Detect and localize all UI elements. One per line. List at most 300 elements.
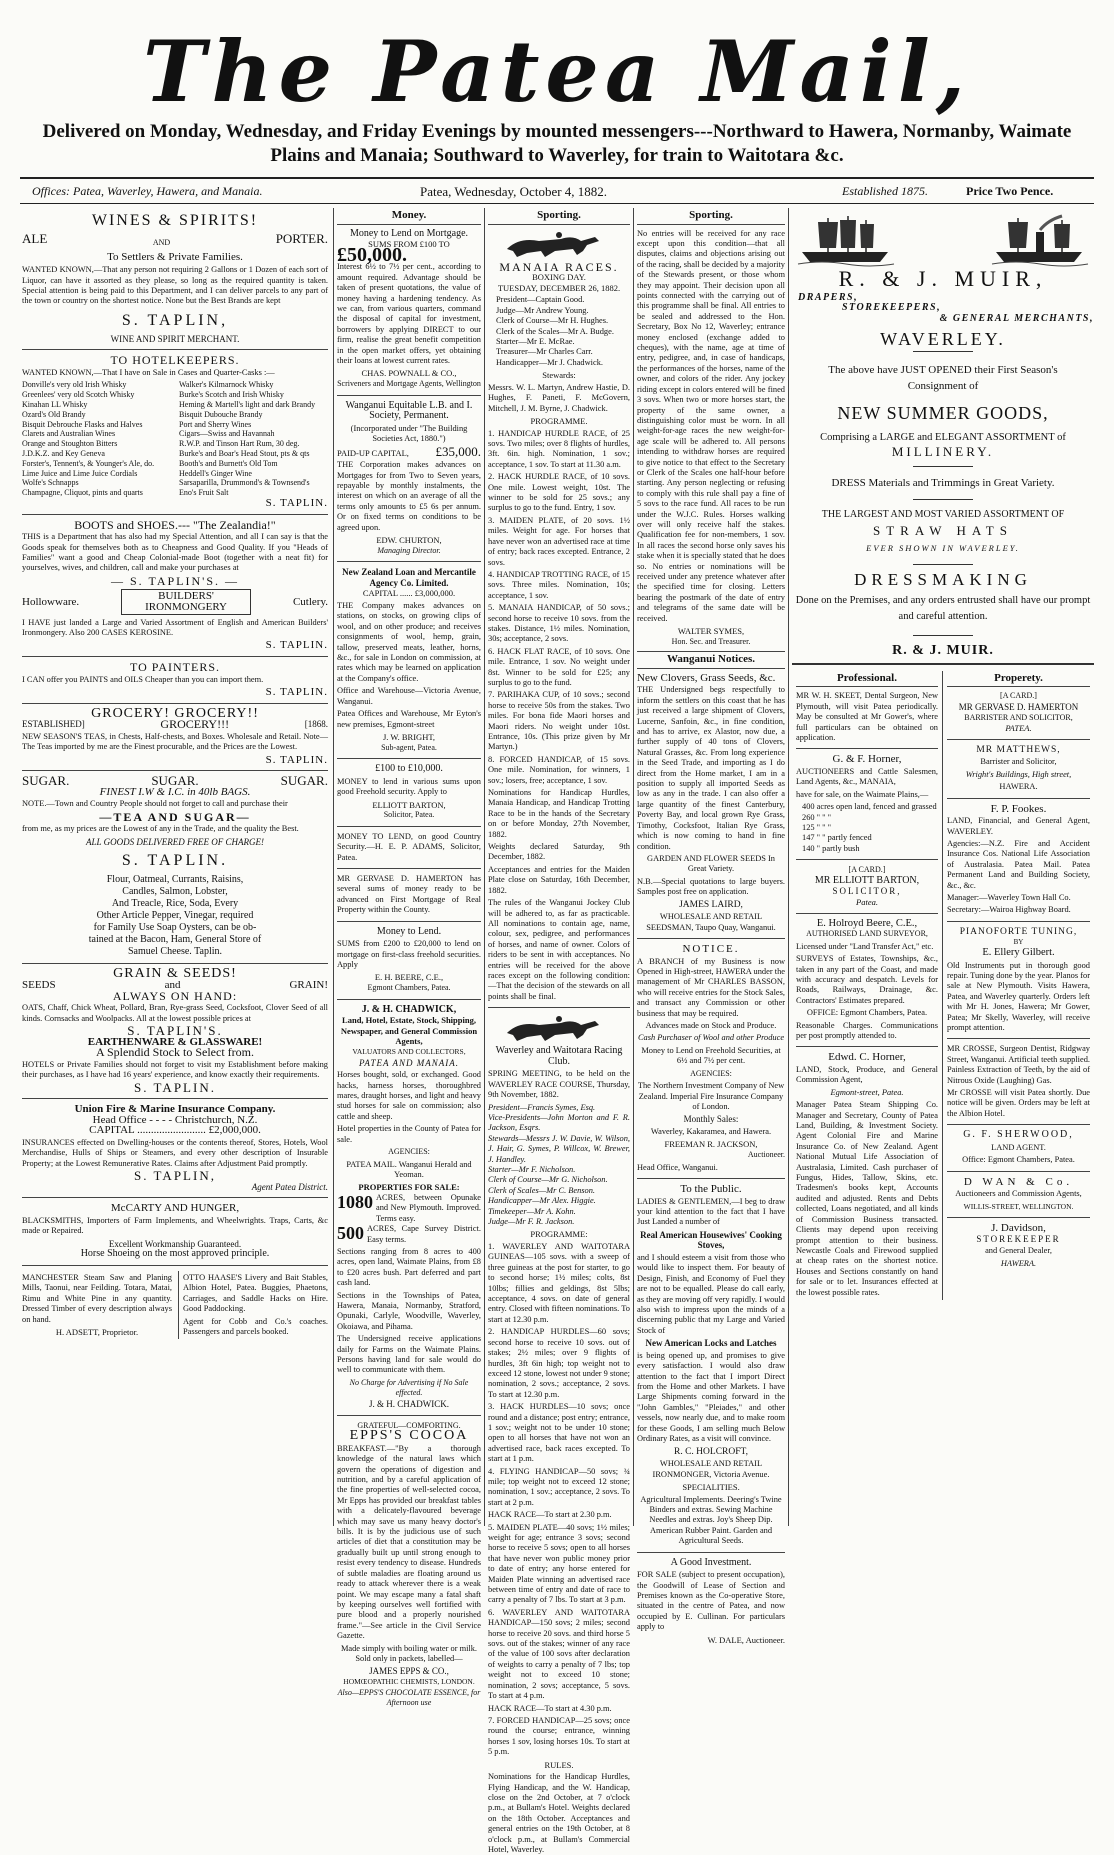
subagent: Sub-agent, Patea. — [381, 742, 437, 752]
separator — [337, 868, 481, 869]
specialities-list: Agricultural Implements. Deering's Twine Binders and extras. Sewing Machine Needles and extras. Joy's Sheep Dip. American Rubber Paint. Garden and Agricultural Seeds. — [640, 1494, 782, 1546]
have-sale: have for sale, on the Waimate Plains,— — [796, 789, 929, 799]
ale-label: ALE — [22, 231, 48, 246]
beere-name: E. Holroyd Beere, C.E., — [816, 917, 918, 929]
column-rule — [484, 208, 485, 1526]
willis-street: WILLIS-STREET, WELLINGTON. — [963, 1201, 1074, 1211]
separator — [947, 1124, 1090, 1125]
race-entry: 2. HACK HURDLE RACE, of 10 sovs. One mile. Lowest weight, 10st. The winner to be sold for 25 sovs.; any surplus to go to the fund. Entry, 1 sov. — [488, 472, 630, 513]
rules-heading: RULES. — [544, 1759, 574, 1770]
issue-date: Patea, Wednesday, October 4, 1882. — [420, 184, 608, 199]
always-heading: ALWAYS ON HAND: — [112, 988, 238, 1003]
separator — [796, 913, 938, 914]
short-rule — [913, 564, 973, 565]
taplin-name: S. TAPLIN. — [134, 1079, 216, 1095]
ironmongery-text: I HAVE just landed a Large and Varied Assortment of English and American Builders' Ironmongery. Also 200 CASES KEROSINE. — [22, 617, 328, 637]
separator — [337, 826, 481, 827]
painters-text: I CAN offer you PAINTS and OILS Cheaper than you can import them. — [22, 674, 264, 684]
chadwick-sign: J. & H. CHADWICK. — [369, 1399, 449, 1410]
gilbert-name: E. Ellery Gilbert. — [982, 946, 1055, 958]
acre-row: 147 " " partly fenced — [802, 833, 872, 843]
investment-heading: A Good Investment. — [670, 1556, 752, 1568]
race-entry: 5. MAIDEN PLATE—40 sovs; 1½ miles; weight for age; entrance 3 sovs; second horse to receive 5 sovs; open to all horses that have never won public money prior to date of entry; any horse entered for Maiden Plate winning an advertised race between time of entry and date of race to carry a penalty of 7 lbs. To start at 3 p.m. — [488, 1522, 630, 1605]
manchester-text: MANCHESTER Steam Saw and Planing Mills, Taonui, near Feilding. Totara, Matai, Rimu and White Pine in any quantity. Dressed Timber of every description always on hand. — [22, 1272, 172, 1324]
liquor-item: Lime Juice and Lime Juice Cordials — [22, 468, 138, 478]
ladies-text: LADIES & GENTLEMEN,—I beg to draw your kind attention to the fact that I have Just Landed a number of — [637, 1196, 785, 1227]
wines-heading: WINES & SPIRITS! — [91, 212, 259, 229]
office-line: OFFICE: Egmont Chambers, Patea. — [806, 1008, 928, 1018]
acres-list — [796, 802, 938, 854]
official: Stewards—Messrs J. W. Davie, W. Wilson, J. Hair, G. Symes, P. Willcox, W. Brewer, J. Handley. — [488, 1133, 630, 1164]
separator — [796, 859, 938, 860]
liquor-item: Forster's, Tennent's, & Younger's Ale, do. — [22, 458, 155, 468]
townships-text: Sections in the Townships of Patea, Hawera, Manaia, Normanby, Stratford, Opunaki, Carlyle, Woodville, Waverley, Okoiawa, and Pihama. — [337, 1290, 481, 1331]
money-header: Money. — [337, 208, 481, 225]
column-taplin — [22, 208, 328, 1526]
locks-text: is being opened up, and promises to give every satisfaction. I would also draw attention to the fact that I import Direct from the Home and other Markets. I have Large Shipments coming forward in the "John Gambles," "Pleiades," and other vessels, now nearly due, and to make room for these Goods, I am selling much Below Ordinary Rates, as a visit will convince. — [637, 1350, 785, 1444]
sporting-header: Sporting. — [637, 208, 785, 225]
hamerton-text: MR GERVASE D. HAMERTON has several sums of money ready to be advanced on First Mortgage of Real Property within the County. — [337, 873, 481, 915]
clovers-text: THE Undersigned begs respectfully to inform the settlers on this coast that he has just received a large shipment of Clovers, Lucerne, Sanfoin, &c., in fine condition, and has to arrive, ex Alastor, now due, a further supply of 40 tons of Clovers, Natural Grasses, &c. From long experience in the Seed Trade, and importing as I do direct from the Home market, I am in a position to supply all imported Seeds as low as any in the trade. I can also offer a large quantity of the finest Canterbury, Poverty Bay, and local grown Rye Grass, Timothy, Cocksfoot, Italian Rye Grass, which is now coming to hand in fine condition. — [637, 685, 785, 851]
card-label: [A CARD.] — [1000, 691, 1037, 701]
official: Handicapper—Mr Alex. Higgie. — [488, 1196, 596, 1206]
ship-icon — [798, 212, 894, 266]
hotel-props: Hotel properties in the County of Patea for sale. — [337, 1124, 481, 1144]
masthead-rule — [20, 177, 1094, 179]
summer-goods: NEW SUMMER GOODS, — [837, 402, 1049, 423]
land-agent: LAND AGENT. — [991, 1142, 1046, 1152]
official: Judge—Mr Andrew Young. — [496, 305, 589, 315]
taplins-dash: — S. TAPLIN'S. — — [111, 573, 239, 588]
sums-line: SUMS FROM £100 TO — [368, 239, 450, 250]
holcroft-name: R. C. HOLCROFT, — [674, 1446, 748, 1457]
drapers-line: DRAPERS, — [798, 291, 859, 303]
short-rule — [913, 351, 973, 352]
liquor-item: J.D.K.Z. and Key Geneva — [22, 448, 105, 458]
hollowware-label: Hollowware. — [22, 595, 80, 608]
newspaper-title: The Patea Mail, — [143, 22, 971, 121]
amount-range: £100 to £10,000. — [375, 763, 443, 775]
solicitor-title: Solicitor, Patea. — [383, 810, 435, 820]
separator — [637, 1178, 785, 1179]
nominations-text: Nominations for Handicap Hurdles, Manaia Handicap, and Handicap Trotting Race to be in the hands of the Secretary on or before Monday, 27th November, 1882. — [488, 788, 630, 839]
flour-line: Other Article Pepper, Vinegar, required — [96, 910, 254, 922]
liquor-item: Orange and Stoughton Bitters — [22, 439, 118, 449]
delivered-free: ALL GOODS DELIVERED FREE OF CHARGE! — [85, 836, 265, 847]
opened-text: The above have JUST OPENED their First Season's Consignment of — [828, 363, 1058, 392]
piano-heading: PIANOFORTE TUNING, — [959, 926, 1078, 937]
separator — [947, 1038, 1090, 1039]
programme-heading: PROGRAMME. — [530, 416, 588, 427]
liquor-item: Eno's Fruit Salt — [179, 488, 229, 498]
monthly-heading: Monthly Sales: — [683, 1114, 739, 1125]
patea-offices: Patea Offices and Warehouse, Mr Eyton's new premises, Egmont-street — [337, 709, 481, 729]
ever-shown: EVER SHOWN IN WAVERLEY. — [866, 542, 1020, 553]
official: Starter—Mr E. McRae. — [496, 337, 575, 346]
dwan-text: Auctioneers and Commission Agents, — [955, 1189, 1082, 1199]
separator — [22, 770, 328, 771]
ship-images — [798, 212, 1088, 266]
liquor-item: Wolfe's Schnapps — [22, 478, 79, 488]
jackson-name: FREEMAN R. JACKSON, — [664, 1139, 758, 1150]
patea-label: PATEA. — [1005, 723, 1032, 734]
taplins-name: S. TAPLIN'S. — [127, 1022, 223, 1038]
piano-text: Old Instruments put in thorough good repair. Tuning done by the year. Planos for sale at New Plymouth. Visits Hawera, Patea, and Waverley quarterly. Orders left with Mr H. Jones, Hawera; Mr Gower, Patea; Mr Skelly, Waverley, will receive prompt attention. — [947, 960, 1090, 1032]
separator — [488, 1007, 630, 1008]
flour-line: Samuel Cheese. Taplin. — [127, 946, 223, 958]
race-entry: 4. HANDICAP TROTTING RACE, of 15 sovs. Three miles. Nomination, 10s; acceptance, 1 sov. — [488, 569, 630, 600]
separator — [947, 921, 1090, 922]
official: President—Captain Good. — [496, 295, 585, 305]
column-money — [337, 208, 481, 1708]
separator — [947, 1217, 1090, 1218]
forsale-text: FOR SALE (subject to present occupation), the Goodwill of Lease of Section and Premises known as the Co-operative Store, situated in the centre of Patea, and now occupied by E. Cullinan. For particulars apply to — [637, 1570, 785, 1632]
column-sporting-2 — [637, 208, 785, 1645]
dwan-name: D WAN & Co. — [963, 1175, 1074, 1188]
acres-1080: 1080 — [337, 1191, 373, 1212]
nz-text: THE Company makes advances on stations, on stocks, on growing clips of wool, and on other produce; and receives consignments of wool, hemp, grain, tallow, preserved meats, leather, horns, &c., for sale in London on commission, at rates which may be learned on application at the Company's office. — [337, 601, 481, 683]
separator — [22, 349, 328, 350]
capital-line: CAPITAL ......................... £2,000,000. — [89, 1124, 261, 1137]
symes-name: WALTER SYMES, — [677, 626, 745, 637]
stewards-heading: Stewards: — [542, 370, 576, 381]
patea-label: Patea. — [856, 896, 878, 907]
liquor-item: Bisquit Dubouche Brandy — [179, 409, 263, 419]
laird-name: JAMES LAIRD, — [679, 899, 743, 910]
separator — [792, 663, 1094, 665]
breakfast-text: BREAKFAST.—"By a thorough knowledge of the natural laws which govern the operations of digestion and nutrition, and by a careful application of the fine properties of well-selected cocoa, Mr Epps has provided our breakfast tables with a delicately-flavoured beverage which may save us many heavy doctor's bills. It is by the judicious use of such articles of diet that a constitution may be gradually built up until strong enough to resist every tendency to disease. Hundreds of subtle maladies are floating around us ready to attack wherever there is a weak point. We may escape many a fatal shaft by keeping ourselves well fortified with pure blood and a properly nourished frame."—See article in the Civil Service Gazette. — [337, 1443, 481, 1641]
edwd-horner: Edwd. C. Horner, — [828, 1051, 906, 1064]
stewards-names: Messrs. W. L. Martyn, Andrew Hastie, D. Hughes, F. Paneti, F. McGovern, Mitchell, J. M. Byrne, J. Chadwick. — [488, 382, 630, 413]
surveys-text: SURVEYS of Estates, Townships, &c., taken in any part of the Coast, and made with accuracy and despatch. Levels for Roads, Railways, Drainage, &c. Contractors' Estimates prepared. — [796, 954, 938, 1005]
dateline-rule — [20, 203, 1094, 204]
race-entry: 7. PARIHAKA CUP, of 10 sovs.; second horse to receive 50s from the stakes. Two miles. For bona fide Maori horses and Maori riders. No weight under 10st. Entrance, 10s. (This prize given by Mr Martyn.) — [488, 690, 630, 752]
bar-sol: Barrister and Solicitor, — [980, 757, 1057, 767]
race-entry: 7. FORCED HANDICAP—25 sovs; once round the course; entrance, winning horses 1 sov, losing horses 10s. To start at 5 p.m. — [488, 1715, 630, 1757]
porter-label: PORTER. — [275, 231, 328, 246]
notice-heading: NOTICE. — [682, 942, 740, 955]
adsett-name: H. ADSETT, Proprietor. — [55, 1326, 139, 1337]
oats-text: OATS, Chaff, Chick Wheat, Pollard, Bran, Rye-grass Seed, Cocksfoot, Clover Seed of all kinds. Cornsacks and Woolpacks. All at the lowest possible prices at — [22, 1003, 328, 1023]
year-label: [1868. — [304, 719, 328, 730]
masthead — [0, 0, 1114, 182]
liquor-item: Burke's Scotch and Irish Whisky — [179, 390, 284, 400]
locks-heading: New American Locks and Latches — [645, 1338, 777, 1349]
separator — [947, 798, 1090, 799]
beere-name: E. H. BEERE, C.E., — [374, 972, 444, 983]
settlers-line: To Settlers & Private Families. — [107, 250, 243, 263]
reasonable-line: Reasonable Charges. Communications per post promptly attended to. — [796, 1020, 938, 1040]
corporation-text: THE Corporation makes advances on Mortgages for from Two to Seven years, repayable by monthly instalments, the interest on which on an average of all the terms only amounts to £5 6s per annum. Or on fixed terms on conditions to be agreed upon. — [337, 460, 481, 532]
sporting-rules: No entries will be received for any race except upon this condition—that all disputes, claims and objections arising out of the racing, shall be decided by a majority of the Stewards present, or those whom they may appoint. Their decision upon all points connected with the carrying out of this programme shall be final. All entries to be sealed and addressed to the Hon. Secretary, Box No 12, Waverley; entrance money enclosed (exchange added to cheques), with the name, age at time of entry, pedigree, and, in case of handicaps, the performances of the horses, name of the owner, and colors of the rider. Any jockey riding except in colors entered will be fined 3 sovs. When two or more horses start, the property of the same owner, a distinguishing color must be worn. In all weight-for-age races the new weight-for-age scale will be adhered to. All persons intending to withdraw horses are required to give notice to that effect to the Secretary or Clerk of the Scales one half-hour before starting. Any person neglecting or refusing to comply with this rule shall pay a fine of 5 sovs to the race fund. All races to be run under the W.J.C. Rules. Horses walking over will only receive half the stakes. Qualification fee for non-members, 1 sov. In all races the second horse only saves his stake when it is specially stated that he does so. No entries or nominations will be received under any pretence whatever after the specified time for closing. Letters bearing the postmark of the date of entry and telegrams of the same date will be received. — [637, 228, 785, 623]
horse-shoeing: Horse Shoeing on the most approved principle. — [80, 1248, 270, 1260]
land-text: LAND, Stock, Produce, and General Commission Agent, — [796, 1065, 938, 1085]
sherwood-name: G. F. SHERWOOD, — [963, 1129, 1074, 1141]
money-country: MONEY TO LEND, on good Country Security.—H. E. P. ADAMS, Solicitor, Patea. — [337, 831, 481, 862]
race-entry: 3. HACK HURDLES—10 sovs; once round and a distance; post entry; entrance, 1 sov.; weight not to be under 10 stone; open to all horses that have not won an advertised race, back races excepted. To start at 1 p.m. — [488, 1402, 630, 1464]
nb-text: N.B.—Special quotations to large buyers. Samples post free on application. — [637, 876, 785, 897]
incorporated: (Incorporated under "The Building Societies Act, 1880.") — [350, 423, 468, 444]
manager-text: Manager Patea Steam Shipping Co. Manager and Secretary, County of Patea Land, Building, & Investment Society. Agent Colonial Fire and Marine Insurance Co. of New Zealand. Agent National Mutual Life Association of Australasia, Limited. Cash purchaser of Fungus, Hides, Tallow, Skins, etc. Tradesmen's books kept, Accounts audited and adjusted. Rents and Debts collected, Loans negotiated, and all kinds of Commission Business transacted. Clients may depend upon receiving prompt attention to their business. Newcastle Coals and Firewood supplied at cheap rates on the shortest notice. Houses and Sections constantly on hand for sale or to let. Insurances effected at the lowest possible rates. — [796, 1100, 938, 1297]
property-header: Properety. — [947, 671, 1090, 688]
paidup-label: PAID-UP CAPITAL, — [337, 447, 409, 458]
office-text: Office and Warehouse—Victoria Avenue, Wanganui. — [337, 686, 481, 706]
cutlery-label: Cutlery. — [292, 595, 328, 608]
separator — [796, 1046, 938, 1047]
separator — [337, 758, 481, 759]
separator — [22, 703, 328, 704]
established-line: Established 1875. — [842, 184, 928, 198]
specialities-heading: SPECIALITIES. — [682, 1481, 740, 1492]
made-simply: Made simply with boiling water or milk. Sold only in packets, labelled— — [340, 1643, 478, 1663]
separator — [947, 739, 1090, 740]
liquor-list — [22, 380, 328, 498]
acre-row: 260 " " " — [802, 812, 832, 822]
wanted2-text: WANTED KNOWN,—That I have on Sale in Cases and Quarter-Casks :— — [22, 368, 275, 377]
earthenware-heading: EARTHENWARE & GLASSWARE! — [87, 1035, 263, 1048]
agencies-text: The Northern Investment Company of New Zealand. Imperial Fire Insurance Company of London. — [637, 1081, 785, 1111]
race-entry: 1. HANDICAP HURDLE RACE, of 25 sovs. Two miles; over 8 flights of hurdles, 3ft. 6in. high. Nomination, 1 sov.; acceptance, 1 sov. To start at 11.30 a.m. — [488, 428, 630, 469]
licensed: Licensed under "Land Transfer Act," etc. — [796, 941, 934, 951]
liquor-item: Donville's very old Irish Whisky — [22, 380, 127, 390]
union-heading: Union Fire & Marine Insurance Company. — [74, 1103, 276, 1116]
hon-sec: Hon. Sec. and Treasurer. — [671, 636, 751, 646]
by-label: BY — [1013, 938, 1024, 947]
advances: Advances made on Stock and Produce. — [645, 1020, 777, 1030]
race-list — [488, 429, 630, 786]
homoeopathic: HOMŒOPATHIC CHEMISTS, LONDON. — [343, 1676, 475, 1686]
acceptances-text: Acceptances and entries for the Maiden Plate close on Saturday, 16th December, 1882. — [488, 864, 630, 895]
stoves-heading: Real American Housewives' Cooking Stoves, — [640, 1229, 782, 1251]
programme-heading: PROGRAMME: — [530, 1229, 588, 1240]
crosse-visit: Mr CROSSE will visit Patea shortly. Due notice will be given. Orders may be left at the Albion Hotel. — [947, 1088, 1090, 1118]
hamerton-name: MR GERVASE D. HAMERTON — [958, 701, 1079, 712]
column-sporting-1 — [488, 208, 630, 1854]
racehorse-icon — [499, 229, 619, 259]
stoves-text: and I should esteem a visit from those who would like to inspect them. For beauty of Design, Finish, and Economy of Fuel they are not to be equalled. Please do call early, as they are moving off very rapidly. I would also wish to impress upon the minds of a discerning public that my Large and Varied Stock of — [637, 1253, 785, 1335]
muir-sign: R. & J. MUIR. — [892, 643, 994, 659]
liquor-item: R.W.P. and Tinson Hart Rum, 30 deg. — [179, 439, 300, 449]
millinery: MILLINERY. — [891, 444, 995, 460]
pownall-name: CHAS. POWNALL & CO., — [361, 368, 457, 379]
waverley-club: Waverley and Waitotara Racing Club. — [495, 1045, 623, 1067]
from-me-text: from me, as my prices are the Lowest of any in the Trade, and the quality the Best. — [22, 824, 299, 834]
taplin-sign: S. TAPLIN. — [265, 496, 328, 509]
cobb-text: Agent for Cobb and Co.'s coaches. Passengers and parcels booked. — [183, 1316, 328, 1336]
official: Handicapper—Mr J. Chadwick. — [496, 357, 603, 367]
separator — [22, 514, 328, 515]
separator — [22, 656, 328, 657]
barton-name: ELLIOTT BARTON, — [372, 799, 446, 810]
rules2-text: Nominations for the Handicap Hurdles, Flying Handicap, and the W. Handicap, close on the 2nd October, at 7 o'clock p.m., at Bullam's Hotel. Weights declared on the 18th October. Acceptances and general entries on the 19th October, at 8 o'clock p.m., at Bullam's Commercial Hotel, Waverley. — [488, 1772, 630, 1854]
general-merchants: & GENERAL MERCHANTS, — [939, 312, 1094, 324]
manaia-races: MANAIA RACES. — [499, 259, 619, 274]
separator — [337, 561, 481, 562]
paidup-amount: £35,000. — [435, 443, 481, 459]
public-heading: To the Public. — [680, 1183, 742, 1195]
race-entry: HACK RACE—To start at 2.30 p.m. — [488, 1510, 612, 1520]
race-entry: 6. WAVERLEY AND WAITOTARA HANDICAP—150 sovs; 2 miles; second horse to receive 20 sovs. and third horse 5 sovs. out of the stakes; winner of any race of the value of 100 sovs after declaration of weights to carry a penalty of 7 lbs; top weight not to exceed 10 stone; nomination, 2 sovs; acceptance, 5 sovs. To start at 4 p.m. — [488, 1607, 630, 1701]
racehorse-icon — [499, 1013, 619, 1043]
horner-name: G. & F. Horner, — [832, 753, 902, 766]
established-label: ESTABLISHED] — [22, 719, 85, 730]
insurances-text: INSURANCES effected on Dwelling-houses or the contents thereof, Stores, Hotels, Wool Merchandise, Hulls of Ships or Steamers, and every other description of Insurable Property; at the Lowest Remunerative Rates. Claims after Adjustment Paid promptly. — [22, 1137, 328, 1168]
separator — [22, 1265, 328, 1266]
muir-title: R. & J. MUIR, — [838, 266, 1048, 291]
separator — [22, 963, 328, 964]
official: Clerk of Course—Mr H. Hughes. — [496, 316, 609, 326]
splendid-line: A Splendid Stock to Select from. — [96, 1045, 254, 1060]
sums-text: SUMS from £200 to £20,000 to lend on mortgage on first-class freehold securities. Apply — [337, 939, 481, 969]
taplin-name: S. TAPLIN, — [134, 1168, 216, 1184]
largest-text: THE LARGEST AND MOST VARIED ASSORTMENT OF — [821, 508, 1065, 520]
sherwood-office: Office: Egmont Chambers, Patea. — [962, 1155, 1075, 1165]
wrights: Wright's Buildings, High street, — [965, 769, 1072, 779]
haase-text: OTTO HAASE'S Livery and Bait Stables, Albion Hotel, Patea. Buggies, Phaetons, Carriages, and Saddle Hacks on Hire. Good Paddocking. — [183, 1272, 328, 1314]
race-entry: 2. HANDICAP HURDLES—60 sovs; second horse to receive 10 sovs. out of stakes; 2½ miles; over 9 flights of hurdles, 3ft 6in high; top weight not to exceed 12 stone, lowest not under 9 stone; nomination, 2 sovs.; acceptance, 2 sovs. To start at 12.30 p.m. — [488, 1327, 630, 1399]
flour-line: Flour, Oatmeal, Currants, Raisins, — [106, 874, 244, 886]
epps-co: JAMES EPPS & CO., — [369, 1666, 449, 1677]
teas-text: NEW SEASON'S TEAS, in Chests, Half-chests, and Boxes. Wholesale and Retail. Note—The Teas imported by me are the Finest procurable, and the Prices are the Lowest. — [22, 731, 328, 752]
manager-line: Manager:—Waverley Town Hall Co. — [947, 892, 1071, 902]
undersigned-text: The Undersigned receive applications daily for Farms on the Waimate Plains. Persons having land for sale would do well to communicate with them. — [337, 1334, 481, 1375]
chadwick-desc: Land, Hotel, Estate, Stock, Shipping, Newspaper, and General Commission Agents, — [340, 1015, 478, 1047]
liquor-item: Greenlees' very old Scotch Whisky — [22, 390, 135, 400]
and-label: and — [164, 978, 181, 991]
also-line: Also—EPPS'S CHOCOLATE ESSENCE, for Afternoon use — [337, 1687, 481, 1708]
separator — [337, 999, 481, 1000]
davidson-name: J. Davidson, — [991, 1222, 1046, 1235]
rules-text: The rules of the Wanganui Jockey Club will be adhered to, as far as practicable. All nominations to contain age, name, colour, sex, pedigree, and performances of horses, and name of owner. Colors of riders to be sent in with acceptances. No entries will be received for the above races except on the following condition:—That the decision of the stewards on all points shall be final. — [488, 898, 630, 1001]
skeet-text: MR W. H. SKEET, Dental Surgeon, New Plymouth, will visit Patea periodically. May be consulted at Mr Gower's, where full particulars can be obtained on application. — [796, 691, 938, 742]
barrister: BARRISTER AND SOLICITOR, — [964, 712, 1073, 722]
liquor-item: Bisquit Debrouche Flasks and Halves — [22, 419, 143, 429]
money-text: MONEY to lend in various sums upon good Freehold security. Apply to — [337, 776, 481, 797]
hawera-label: HAWERA. — [999, 782, 1038, 792]
agencies-list: PATEA MAIL. Wanganui Herald and Yeoman. — [346, 1159, 472, 1179]
liquor-item: Sarsaparilla, Drummond's & Townsend's — [179, 478, 310, 488]
grain-heading: GRAIN & SEEDS! — [113, 966, 237, 982]
separator — [22, 1197, 328, 1198]
wine-merchant: WINE AND SPIRIT MERCHANT. — [110, 333, 240, 344]
club-officials — [488, 1103, 630, 1228]
liquor-item: Champagne, Cliquot, pints and quarts — [22, 488, 143, 498]
garden-seeds: GARDEN AND FLOWER SEEDS In Great Variety. — [647, 853, 775, 874]
straw-hats: STRAW HATS — [873, 523, 1013, 539]
props-sale: PROPERTIES FOR SALE: — [358, 1182, 460, 1193]
blacksmiths-text: BLACKSMITHS, Importers of Farm Implements, and Wheelwrights. Traps, Carts, &c made or Repaired. — [22, 1215, 328, 1236]
workmanship: Excellent Workmanship Guaranteed. — [108, 1238, 242, 1249]
seeds-label: SEEDS — [22, 978, 56, 991]
liquor-item: Kinahan LL Whisky — [22, 400, 88, 409]
dress-text: DRESS Materials and Trimmings in Great Variety. — [831, 476, 1055, 489]
official: President—Francis Symes, Esq. — [488, 1102, 596, 1112]
fookes-name: F. P. Fookes. — [990, 802, 1047, 815]
dateline — [20, 184, 1094, 202]
storekeeper: STOREKEEPER — [976, 1233, 1061, 1244]
race-entry: 1. WAVERLEY AND WAITOTARA GUINEAS—105 sovs. with a sweep of three guineas at the post for starter, to go to second horse; 1½ miles; colts, 8st 10lbs; fillies and geldings, 8st 5lbs; acceptance, 4 sovs. on date of general entry. Closed with fifteen nominations. To start at 12.30 p.m. — [488, 1242, 630, 1324]
note-text: NOTE.—Town and Country People should not forget to call and purchase their — [22, 799, 288, 809]
boots-text: THIS is a Department that has also had my Special Attention, and all I can say is that the Goods speak for themselves both as to Cheapness and Good Quality. If you "Heads of Families" want a good and Cheap Colonial-made Boot (together with a neat fit) for yourselves, wives, and children, call and make your purchases at — [22, 532, 328, 573]
crosse-text: MR CROSSE, Surgeon Dentist, Ridgway Street, Wanganui. Artificial teeth supplied. Painless Extraction of Teeth, by the aid of Nitrous Oxide (Laughing) Gas. — [947, 1044, 1090, 1085]
separator — [337, 395, 481, 396]
scriveners: Scriveners and Mortgage Agents, Wellington — [337, 379, 481, 389]
liquor-item: Booth's and Burnett's Old Tom — [179, 458, 278, 468]
short-rule — [913, 499, 973, 500]
interest-text: Interest 6½ to 7½ per cent., according to amount required. Advantage should be taken of present quotations, the value of money having a hardening tendency. As we can, from various quarters, command the disposal of capital for investment, borrowers by applying DIRECT to our firm, realise the great benefit competition in the open market offers, yet obtaining their loans at lowest current rates. — [337, 262, 481, 366]
agencies-text: Agencies:—N.Z. Fire and Accident Insurance Cos. National Life Association of Australasia. Patea Mail. Patea Permanent Land and Building Society, &c., &c. — [947, 838, 1090, 890]
egmont-street: Egmont-street, Patea. — [830, 1087, 904, 1097]
offices-line: Offices: Patea, Waverley, Hawera, and Manaia. — [32, 184, 263, 198]
solicitor: SOLICITOR, — [832, 886, 902, 897]
acres-1080-text: ACRES, between Opunake and New Plymouth. Improved. Terms easy. — [376, 1192, 481, 1223]
sections-text: Sections ranging from 8 acres to 400 acres, open land, Waimate Plains, from £8 to £20 acres bush. Part deferred and part cash land. — [337, 1246, 481, 1288]
separator — [637, 938, 785, 939]
liquor-item: Heddell's Ginger Wine — [179, 468, 252, 478]
done-text: Done on the Premises, and any orders entrusted shall have our prompt and careful attention. — [795, 595, 1091, 623]
race-entry: 4. FLYING HANDICAP—50 sovs; ¾ mile; top weight not to exceed 12 stone; nomination, 1 sov.; acceptance, 2 sovs. To start at 2 p.m. — [488, 1466, 630, 1507]
sugar-label: SUGAR. — [280, 773, 328, 789]
clovers-heading: New Clovers, Grass Seeds, &c. — [637, 671, 776, 684]
card-label: [A CARD.] — [848, 865, 886, 875]
tea-sugar: —TEA AND SUGAR— — [99, 809, 251, 824]
separator — [637, 1552, 785, 1553]
separator — [337, 921, 481, 922]
branch-text: A BRANCH of my Business is now Opened in High-street, HAWERA under the management of Mr CHARLES BASSON, who will receive entries for the Stock Sales, and transact any Commission or other business that may be required. — [637, 956, 785, 1018]
acres-500: 500 — [337, 1223, 364, 1244]
waverley-heading: WAVERLEY. — [880, 329, 1006, 350]
agencies-heading: AGENCIES: — [690, 1068, 732, 1078]
liquor-item: Port and Sherry Wines — [179, 419, 252, 429]
ironmonger: WHOLESALE AND RETAIL IRONMONGER, Victoria Avenue. — [652, 1459, 770, 1479]
taplin-sign: S. TAPLIN. — [265, 753, 328, 766]
agent-line: Agent Patea District. — [251, 1181, 328, 1192]
acre-row: 400 acres open land, fenced and grassed — [802, 802, 937, 812]
amount-big: £50,000. — [337, 243, 407, 266]
head-office: Head Office, Wanganui. — [637, 1162, 718, 1172]
lend-heading: Money to Lend on Mortgage. — [349, 227, 469, 239]
official: Treasurer—Mr Charles Carr. — [496, 347, 593, 357]
liquor-item: Burke's and Boar's Head Stout, pts & qts — [179, 448, 310, 458]
mccarty-heading: McCARTY AND HUNGER, — [110, 1202, 240, 1215]
taplin-sign: S. TAPLIN. — [265, 685, 328, 698]
taplin-name: S. TAPLIN. — [121, 852, 229, 870]
separator — [337, 1415, 481, 1416]
short-rule — [913, 466, 973, 467]
official: Clerk of Scales—Mr C. Benson. — [488, 1185, 596, 1195]
auctioneer: Auctioneer. — [747, 1150, 785, 1159]
fookes-text: LAND, Financial, and General Agent, WAVERLEY. — [947, 816, 1090, 836]
liquor-item: Clarets and Australian Wines — [22, 429, 116, 439]
official: Timekeeper—Mr A. Kohn. — [488, 1206, 576, 1216]
surveyor: AUTHORISED LAND SURVEYOR, — [806, 929, 928, 939]
flour-list — [22, 874, 328, 958]
finest-line: FINEST I.W & I.C. in 40lb BAGS. — [99, 785, 251, 798]
steamship-icon — [992, 212, 1088, 266]
flour-line: for Family Use Soap Oysters, can be ob- — [93, 922, 257, 934]
dale-name: W. DALE, Auctioneer. — [707, 1634, 785, 1645]
column-rule — [788, 208, 789, 1526]
seedsman: WHOLESALE AND RETAIL SEEDSMAN, Taupo Quay, Wanganui. — [646, 912, 776, 932]
hawera-label: HAWERA. — [1000, 1258, 1037, 1268]
short-rule — [913, 635, 973, 636]
race-entry: HACK RACE—To start at 4.30 p.m. — [488, 1703, 612, 1713]
wanted-text: WANTED KNOWN,—That any person not requiring 2 Gallons or 1 Dozen of each sort of Liquor, can have it assorted as they please, so long as the required quantity is taken. Special attention is being paid to this Department, and I can deliver parcels to any part of the town or country on the shortest notice. None but the Best Brands are kept — [22, 265, 328, 306]
official: Judge—Mr F. R. Jackson. — [488, 1217, 575, 1227]
wanganui-equitable: Wanganui Equitable L.B. and I. Society, Permanent. — [345, 399, 473, 422]
valuators: VALUATORS AND COLLECTORS, — [352, 1046, 466, 1056]
chadwick-name: J. & H. CHADWICK, — [361, 1003, 457, 1015]
